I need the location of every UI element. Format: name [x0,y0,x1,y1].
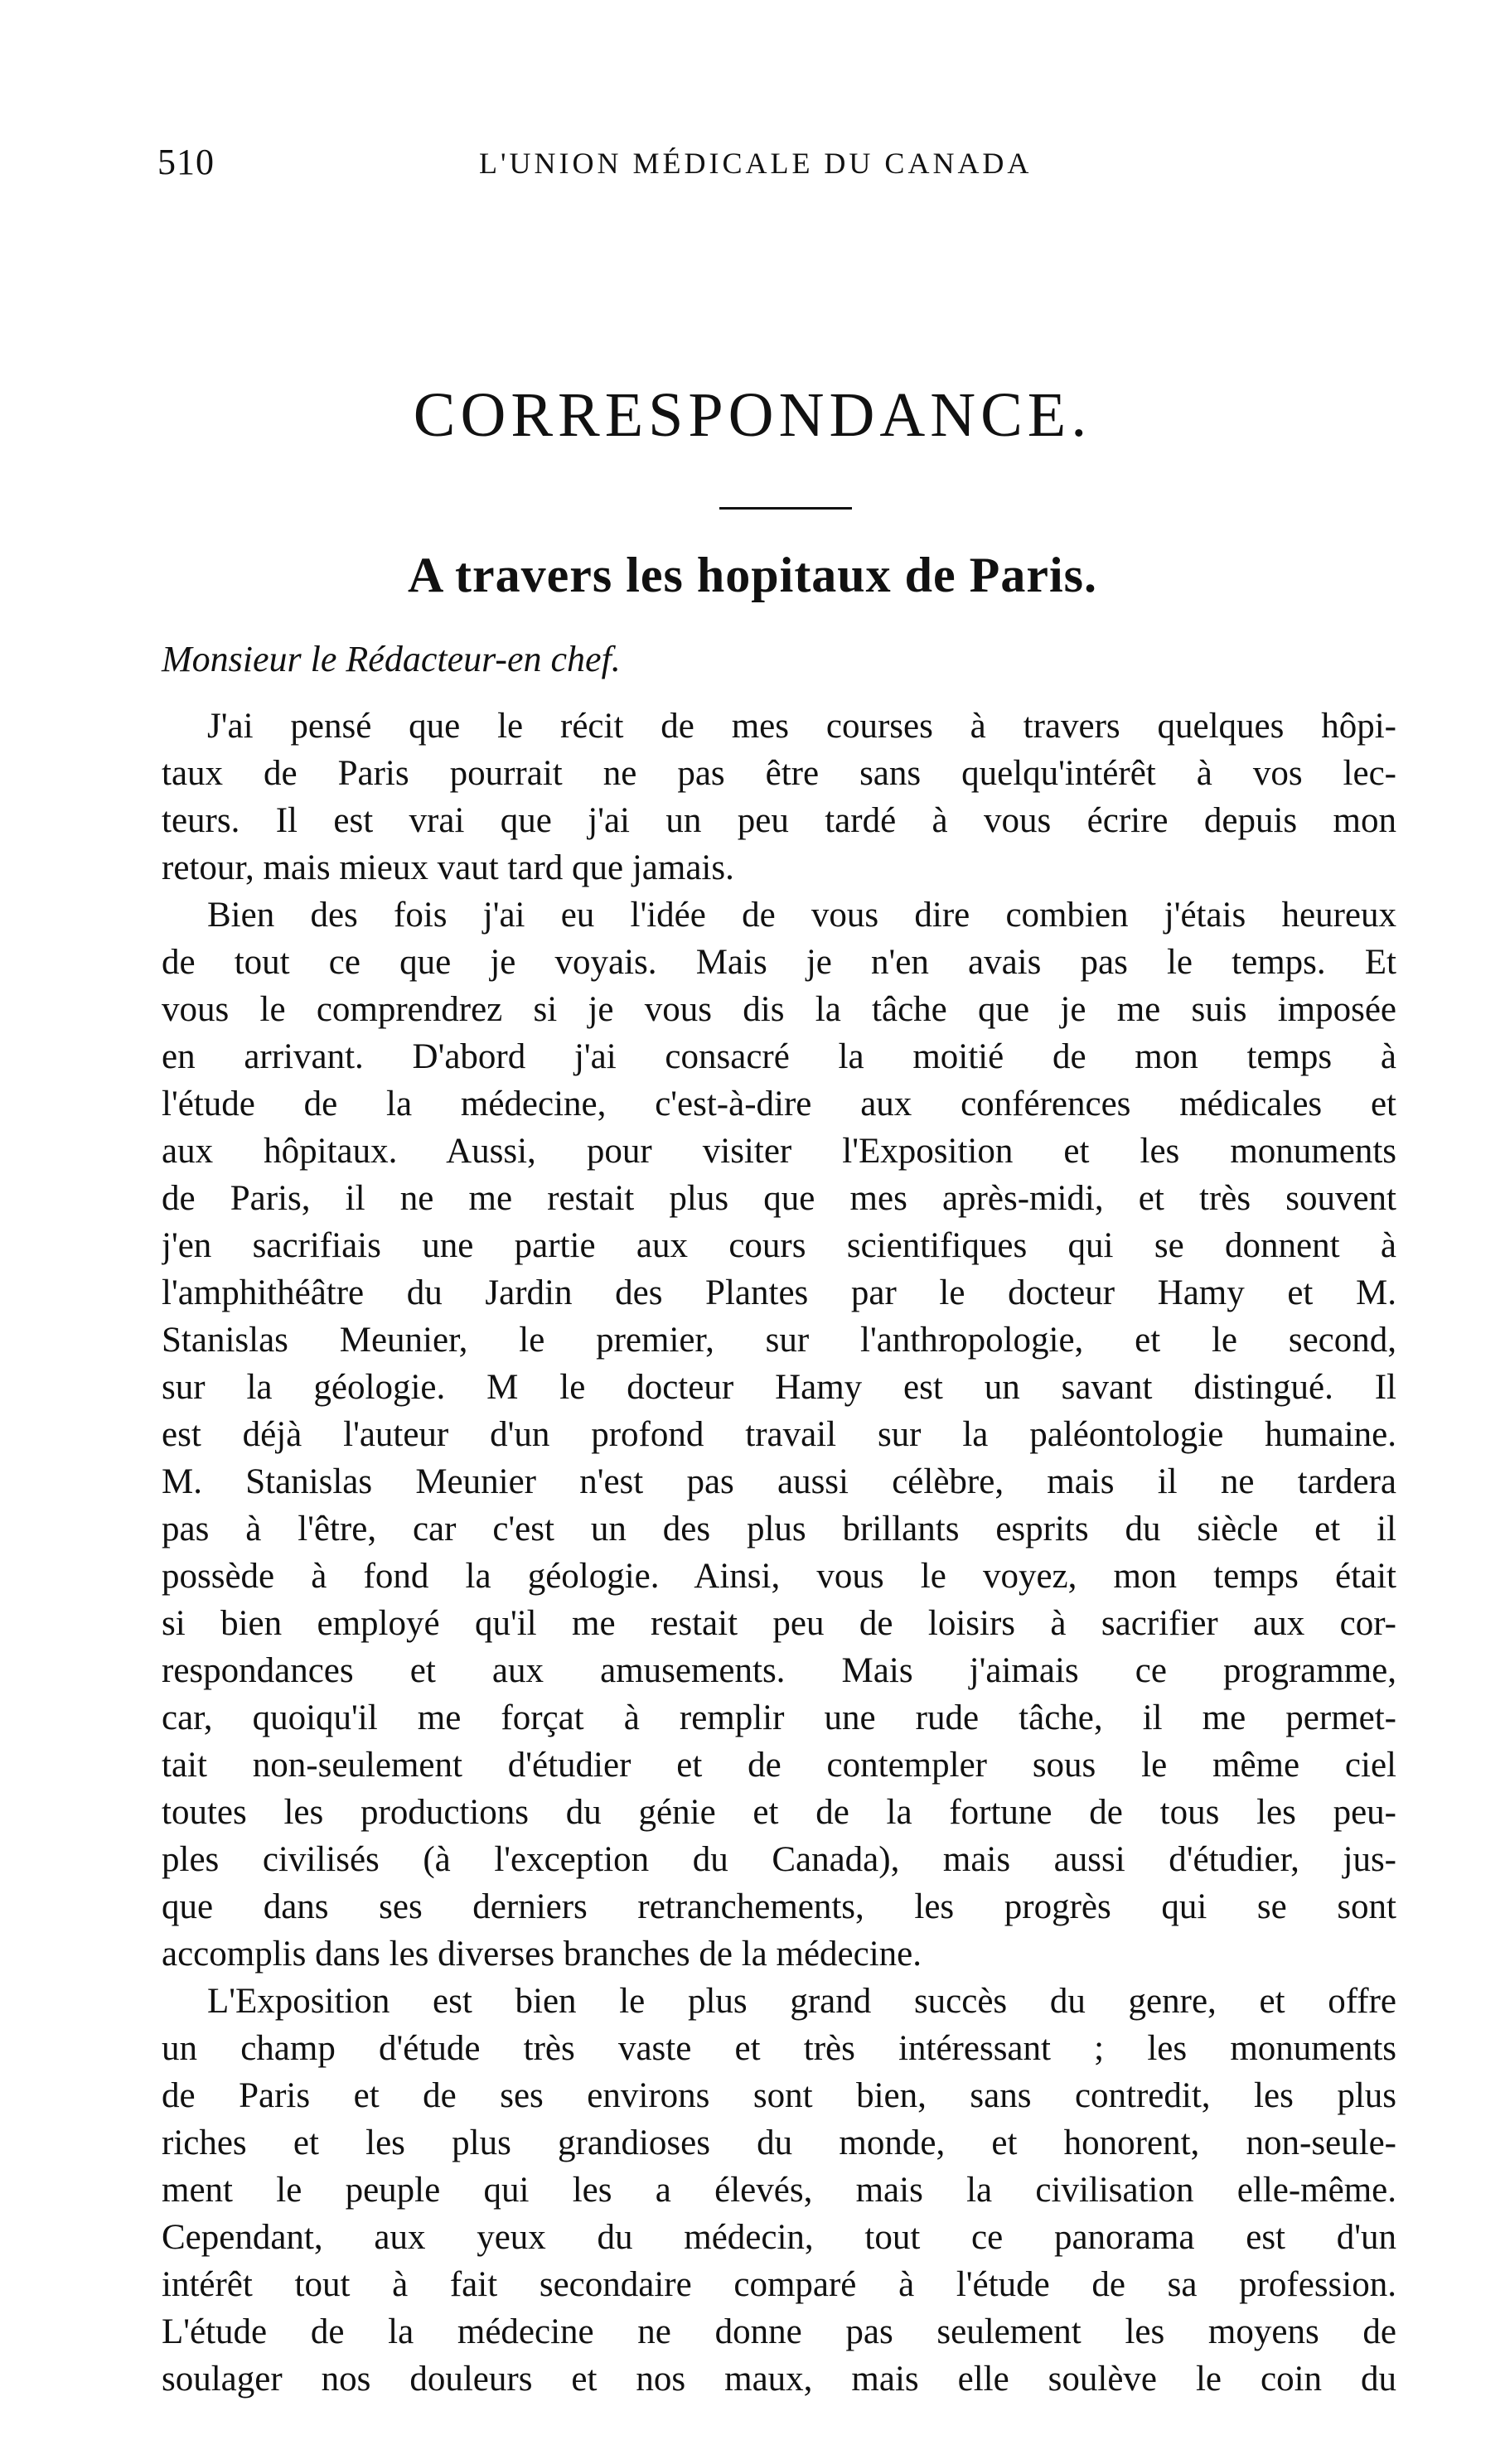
body-line: J'ai pensé que le récit de mes courses à travers quelques hôpi- [207,707,1396,746]
body-line: ment le peuple qui les a élevés, mais la civilisation elle-même. [162,2171,1396,2210]
body-line: taux de Paris pourrait ne pas être sans quelqu'intérêt à vos lec- [162,754,1396,793]
body-line: de Paris, il ne me restait plus que mes après-midi, et très souvent [162,1179,1396,1218]
body-line: Cependant, aux yeux du médecin, tout ce panorama est d'un [162,2218,1396,2257]
salutation: Monsieur le Rédacteur-en chef. [162,639,621,679]
body-line: teurs. Il est vrai que j'ai un peu tardé à vous écrire depuis mon [162,801,1396,840]
body-line: riches et les plus grandioses du monde, et honorent, non-seule- [162,2123,1396,2162]
body-line: retour, mais mieux vaut tard que jamais. [162,848,734,887]
body-line: accomplis dans les diverses branches de la médecine. [162,1935,922,1974]
journal-title: L'UNION MÉDICALE DU CANADA [479,147,1033,180]
body-line: car, quoiqu'il me forçat à remplir une rude tâche, il me permet- [162,1698,1396,1737]
body-line: si bien employé qu'il me restait peu de loisirs à sacrifier aux cor- [162,1604,1396,1643]
body-line: de tout ce que je voyais. Mais je n'en avais pas le temps. Et [162,943,1396,982]
body-line: soulager nos douleurs et nos maux, mais elle soulève le coin du [162,2360,1396,2399]
body-line: aux hôpitaux. Aussi, pour visiter l'Exposition et les monuments [162,1132,1396,1171]
body-line: M. Stanislas Meunier n'est pas aussi célèbre, mais il ne tardera [162,1462,1396,1501]
title-rule [719,507,852,510]
body-line: vous le comprendrez si je vous dis la tâche que je me suis imposée [162,990,1396,1029]
body-line: Bien des fois j'ai eu l'idée de vous dire combien j'étais heureux [207,896,1396,935]
body-line: intérêt tout à fait secondaire comparé à l'étude de sa profession. [162,2265,1396,2304]
section-title: CORRESPONDANCE. [413,380,1092,450]
page-number: 510 [157,142,215,182]
body-line: j'en sacrifiais une partie aux cours scientifiques qui se donnent à [162,1226,1396,1265]
body-line: que dans ses derniers retranchements, les progrès qui se sont [162,1887,1396,1926]
letter-body [162,703,1396,2403]
body-line: L'étude de la médecine ne donne pas seulement les moyens de [162,2312,1396,2351]
body-line: un champ d'étude très vaste et très intéressant ; les monuments [162,2029,1396,2068]
body-line: possède à fond la géologie. Ainsi, vous le voyez, mon temps était [162,1557,1396,1596]
running-head [157,141,1367,191]
article-title: A travers les hopitaux de Paris. [408,548,1097,602]
body-line: pas à l'être, car c'est un des plus brillants esprits du siècle et il [162,1510,1396,1548]
body-line: de Paris et de ses environs sont bien, sans contredit, les plus [162,2076,1396,2115]
body-line: l'étude de la médecine, c'est-à-dire aux conférences médicales et [162,1085,1396,1123]
body-line: est déjà l'auteur d'un profond travail sur la paléontologie humaine. [162,1415,1396,1454]
body-line: sur la géologie. M le docteur Hamy est un savant distingué. Il [162,1368,1396,1407]
body-line: respondances et aux amusements. Mais j'aimais ce programme, [162,1651,1396,1690]
body-line: L'Exposition est bien le plus grand succès du genre, et offre [207,1982,1396,2021]
body-line: tait non-seulement d'étudier et de contempler sous le même ciel [162,1746,1396,1785]
body-line: en arrivant. D'abord j'ai consacré la moitié de mon temps à [162,1037,1396,1076]
body-line: ples civilisés (à l'exception du Canada), mais aussi d'étudier, jus- [162,1840,1396,1879]
body-line: l'amphithéâtre du Jardin des Plantes par le docteur Hamy et M. [162,1273,1396,1312]
body-line: Stanislas Meunier, le premier, sur l'anthropologie, et le second, [162,1321,1396,1360]
body-line: toutes les productions du génie et de la fortune de tous les peu- [162,1793,1396,1832]
